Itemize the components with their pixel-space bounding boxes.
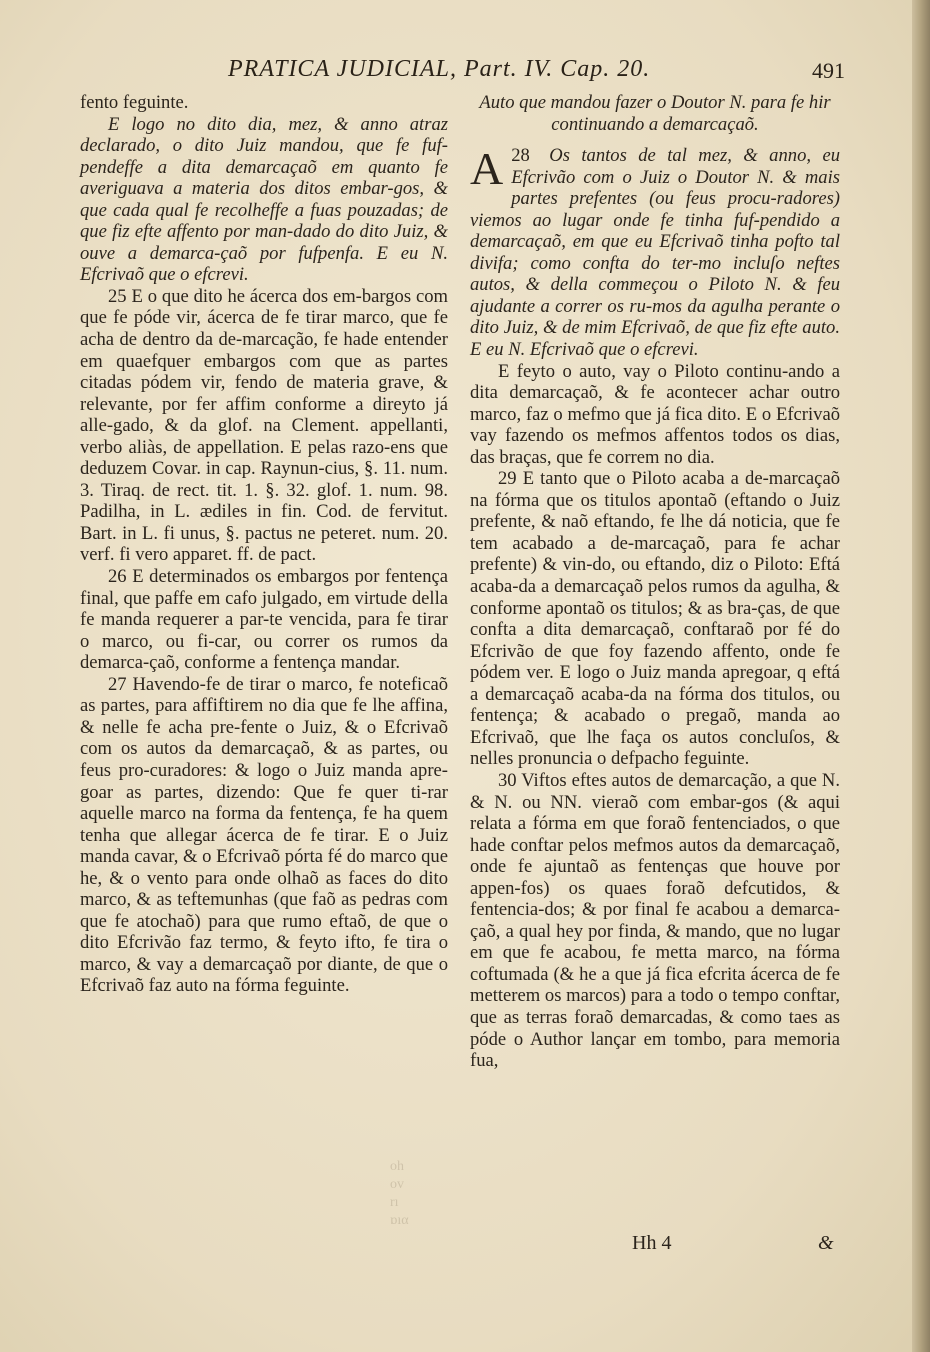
- paragraph-28-text: Os tantos de tal mez, & anno, eu Efcrivão com o Juiz o Doutor N. & mais partes prefentes (ou feus procu-radores) viemos ao lugar onde fe tinha fuf-pendido a demarcaçaõ, em que eu Efcrivaõ tinha pofto tal divifa; como confta do ter-mo incluſo neftes autos, & della commeçou o Piloto N. & feu ajudante a correr os ru-mos da agulha perante o dito Juiz, & de mim Efcrivaõ, de que fiz efte auto. E eu N. Efcrivaõ que o efcrevi.: [470, 145, 840, 361]
- running-title: PRATICA JUDICIAL, Part. IV. Cap. 20.: [228, 56, 651, 82]
- paragraph-28-continuation: E feyto o auto, vay o Piloto continu-ando a dita demarcaçaõ, & fe acontecer achar outro marco, faz o mefmo que já fica dito. E o Efcrivaõ vay fazendo os mefmos affentos todos os dias, das braças, que fe correm no dia.: [470, 360, 840, 468]
- paragraph-25: 25 E o que dito he ácerca dos em-bargos com que fe póde vir, ácerca de fe tirar marco, que fe acha de dentro da de-marcação, fe hade entender em quaefquer embargos com que as partes citadas pódem vir, fendo de materia grave, & relevante, por fer affim conforme a direyto já alle-gado, & da glof. na Clement. appellanti, verbo aliàs, de appellation. E pelas razo-ens que deduzem Covar. in cap. Raynun-cius, §. 11. num. 3. Tiraq. de rect. tit. 1. §. 32. glof. 1. num. 98. Padilha, in L. ædiles in fin. Cod. de fervitut. Bart. in L. fi unus, §. pactus ne peteret. num. 20. verf. fi vero apparet. ff. de pact.: [80, 285, 448, 566]
- right-column: [470, 92, 840, 1072]
- paragraph-28: [470, 145, 840, 360]
- page-spine-edge: [912, 0, 930, 1352]
- left-column: [80, 92, 448, 997]
- page-header: [0, 52, 930, 92]
- paragraph-30: 30 Viftos eftes autos de demarcação, a que N. & N. ou NN. vieraõ com embar-gos (& aqui relata a fórma em que foraõ fentenciados, o que hade conftar pelos mefmos autos da demarcaçaõ, onde fe ajuntaõ as fentenças que houve por appen-fos) os quaes foraõ defcutidos, & fentencia-dos; & por final fe acabou a demarca-çaõ, a qual hey por finda, & mando, que no lugar em que fe acabou, fe metta marco, na fórma coftumada (& he a que já fica efcrita ácerca de fe metterem os marcos) para a todo o tempo conftar, que as terras foraõ demarcadas, & como taes as póde o Author lançar em tombo, para memoria fua,: [470, 769, 840, 1072]
- paragraph-28-number: 28: [511, 145, 530, 167]
- signature-mark: Hh 4: [632, 1232, 672, 1254]
- bleed-through-text: oh ov rı ɒıα: [390, 1159, 409, 1228]
- catchword: &: [818, 1232, 834, 1254]
- paragraph-26: 26 E determinados os embargos por fentença final, que paffe em cafo julgado, em virtude della fe manda requerer a par-te vencida, para fe tirar o marco, ou fi-car, ou correr os rumos da demarca-çaõ, conforme a fentença mandar.: [80, 566, 448, 674]
- paragraph-29: 29 E tanto que o Piloto acaba a de-marcaçaõ na fórma que os titulos apontaõ (eftando o Juiz prefente, & naõ eftando, fe lhe dá noticia, que fe tem acabado a de-marcaçaõ, para fe achar prefente) & vin-do, ou eftando, diz o Piloto: Eftá acaba-da a demarcaçaõ pelos rumos da agulha, & conforme apontaõ os titulos; & as bra-ças, de que confta a dita demarcaçaõ, conftaraõ por fé do Efcrivão de que foy fazendo affento, onde fe pódem ver. E logo o Juiz manda apregoar, q eftá a demarcaçaõ acaba-da na fórma dos titulos, ou fentença; & acabado o pregaõ, manda ao Efcrivaõ, que lhe faça os autos concluſos, & nelles pronuncia o defpacho feguinte.: [470, 468, 840, 770]
- drop-cap-letter: A: [470, 143, 504, 195]
- page-number: 491: [812, 58, 845, 83]
- continuation-line: fento feguinte.: [80, 92, 189, 113]
- auto-heading: Auto que mandou fazer o Doutor N. para fe hir continuando a demarcaçaõ.: [479, 92, 831, 135]
- italic-record-block: E logo no dito dia, mez, & anno atraz declarado, o dito Juiz mandou, que fe fuf-pendeffe a dita demarcaçaõ em quanto fe averiguava a materia dos ditos embar-gos, & que cada qual fe recolheffe a fuas pouzadas; de que fiz efte affento por man-dado do dito Juiz, & ouve a demarca-çaõ por fufpenfa. E eu N. Efcrivaõ que o efcrevi.: [80, 113, 448, 286]
- paragraph-27: 27 Havendo-fe de tirar o marco, fe noteficaõ as partes, para affiftirem no dia que fe lhe affina, & nelle fe acha pre-fente o Juiz, & o Efcrivaõ com os autos da demarcaçaõ, & as partes, ou feus pro-curadores: & logo o Juiz manda apre-goar as partes, dizendo: Que fe quer ti-rar aquelle marco na forma da fentença, fe ha quem tenha que allegar ácerca de fe tirar. E o Juiz manda cavar, & o Efcrivaõ pórta fé do marco que he, & o vento para onde olhaõ as faces do dito marco, & as teftemunhas (que faõ as pedras com que fe atochaõ) para que rumo eftaõ, de que o dito Efcrivão faz termo, & feyto ifto, fe tira o marco, & vay a demarcaçaõ por diante, de que o Efcrivaõ faz auto na fórma feguinte.: [80, 673, 448, 997]
